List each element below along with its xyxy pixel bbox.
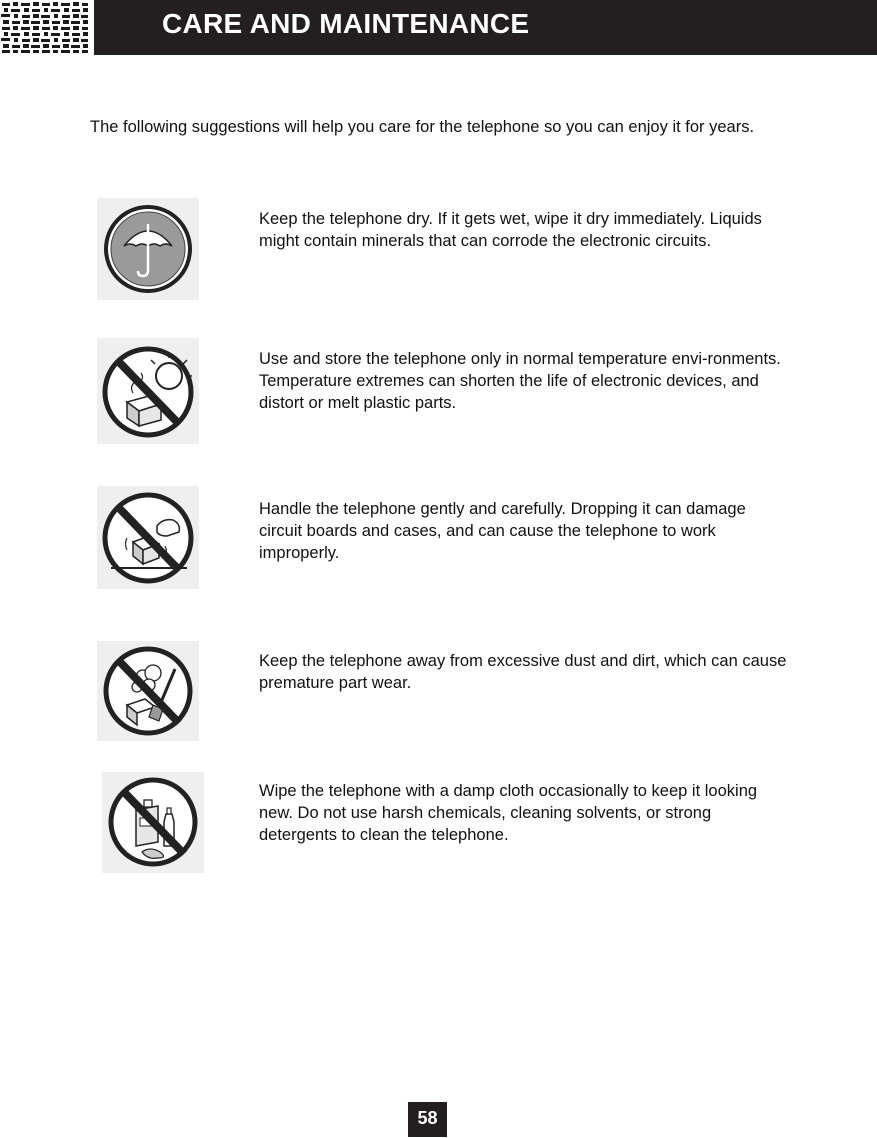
intro-paragraph: The following suggestions will help you care for the telephone so you can enjoy it for years. (90, 118, 755, 136)
no-heat-icon (97, 338, 199, 444)
umbrella-icon (97, 198, 199, 300)
pattern-icon (0, 0, 90, 55)
tip-text: Handle the telephone gently and carefully. Dropping it can damage circuit boards and cases, and can cause the telephone to work improperly. (259, 500, 746, 562)
header-pattern-logo (0, 0, 90, 55)
no-chemicals-icon (102, 772, 204, 873)
header-bar (94, 0, 877, 55)
tip-text: Wipe the telephone with a damp cloth occasionally to keep it looking new. Do not use harsh chemicals, cleaning solvents, or strong detergents to clean the telephone. (259, 782, 758, 844)
tip-text: Keep the telephone away from excessive dust and dirt, which can cause premature part wear. (259, 652, 787, 692)
page-title: CARE AND MAINTENANCE (162, 8, 530, 39)
page-number: 58 (408, 1102, 447, 1137)
no-dropping-icon (97, 486, 199, 589)
tip-text: Use and store the telephone only in normal temperature envi-ronments. Temperature extremes can shorten the life of electronic devices, and distort or melt plastic parts. (259, 350, 781, 412)
tip-text: Keep the telephone dry. If it gets wet, wipe it dry immediately. Liquids might contain minerals that can corrode the electronic circuits. (259, 210, 762, 250)
no-dust-icon (97, 641, 199, 741)
